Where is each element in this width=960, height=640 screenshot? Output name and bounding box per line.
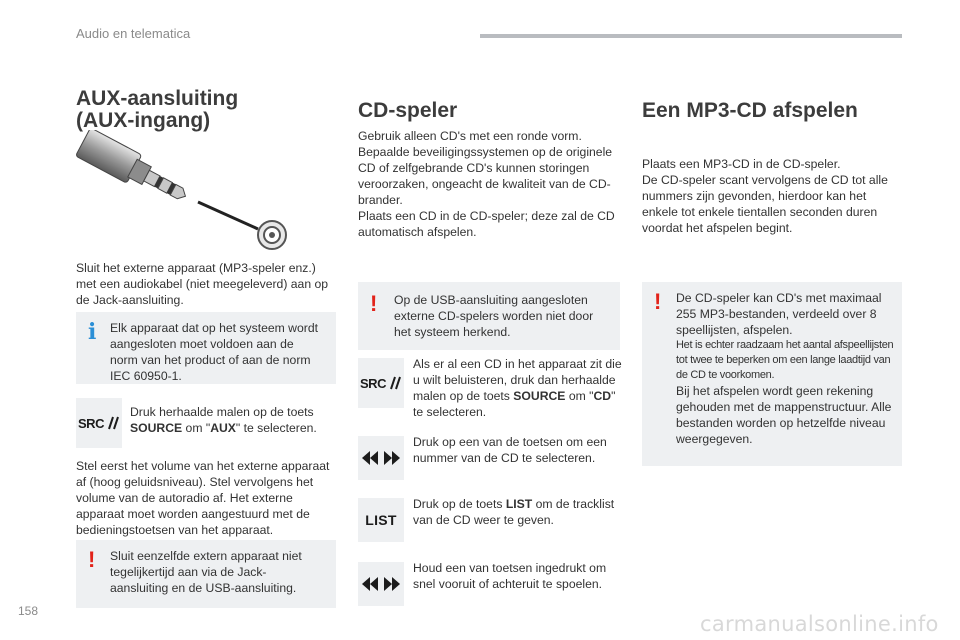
section-header: Audio en telematica xyxy=(76,26,191,41)
cd-seek-keys[interactable] xyxy=(358,562,404,606)
cd-warning-text: Op de USB-aansluiting aangesloten externe CD-spelers worden niet door het systeem herkend. xyxy=(394,293,594,339)
aux-source-key[interactable] xyxy=(76,398,122,448)
cd-skip-keys[interactable] xyxy=(358,436,404,480)
aux-warning-text: Sluit eenzelfde extern apparaat niet tegelijkertijd aan via de Jack-aansluiting en de USB-aansluiting. xyxy=(110,549,302,595)
cd-skip-text: Druk op een van de toetsen om een nummer van de CD te selecteren. xyxy=(413,435,607,465)
cd-list-key[interactable] xyxy=(358,498,404,542)
page-number: 158 xyxy=(18,604,39,618)
warning-icon: ! xyxy=(654,289,662,314)
aux-title-line2: (AUX-ingang) xyxy=(76,109,211,132)
source-key-icon: SRC xyxy=(78,416,120,431)
list-key-icon: LIST xyxy=(365,512,397,528)
cd-source-key[interactable] xyxy=(358,358,404,408)
aux-volume-text: Stel eerst het volume van het externe apparaat af (hoog geluidsniveau). Stel vervolgens het volume van de autoradio af. Het externe apparaat moet worden aangestuurd met de bedieningstoetsen van het apparaat. xyxy=(76,459,330,537)
cd-warning-note xyxy=(358,282,620,350)
aux-info-text: Elk apparaat dat op het systeem wordt aangesloten moet voldoen aan de norm van het product of aan de norm IEC 60950-1. xyxy=(110,321,318,383)
cd-seek-text: Houd een van toetsen ingedrukt om snel vooruit of achteruit te spoelen. xyxy=(413,561,607,591)
info-icon: i xyxy=(88,319,97,345)
header-bar xyxy=(480,34,902,38)
aux-title-line1: AUX-aansluiting xyxy=(76,87,239,110)
mp3-warning-note xyxy=(642,282,902,466)
mp3-warning-part1: De CD-speler kan CD's met maximaal 255 MP3-bestanden, verdeeld over 8 speellijsten, afspelen. xyxy=(676,291,882,337)
cd-column xyxy=(358,99,623,591)
watermark: carmanualsonline.info xyxy=(700,612,939,636)
source-key-icon: SRC xyxy=(360,376,402,391)
aux-intro: Sluit het externe apparaat (MP3-speler enz.) met een audiokabel (niet meegeleverd) aan op de Jack-aansluiting. xyxy=(76,261,329,307)
cd-intro: Gebruik alleen CD's met een ronde vorm. Bepaalde beveiligingssystemen op de originele CD of zelfgebrande CD's kunnen storingen veroorzaken, ongeacht de kwaliteit van de CD-brander. Plaats een CD in de CD-speler; deze zal de CD automatisch afspelen. xyxy=(358,129,615,239)
mp3-title: Een MP3-CD afspelen xyxy=(642,99,858,122)
mp3-warning-part2: Het is echter raadzaam het aantal afspeellijsten tot twee te beperken om een lange laadtijd van de CD te voorkomen. xyxy=(676,339,894,381)
jack-plug-icon xyxy=(76,130,291,255)
slash-marks-icon xyxy=(388,376,402,390)
aux-column xyxy=(76,87,338,595)
prev-next-icon xyxy=(359,449,403,467)
slash-marks-icon xyxy=(106,416,120,430)
aux-warning-note xyxy=(76,540,336,608)
aux-source-text: Druk herhaalde malen op de toets SOURCE om "AUX" te selecteren. xyxy=(130,405,317,435)
mp3-column xyxy=(642,99,904,446)
aux-info-note xyxy=(76,312,336,384)
mp3-warning-part3: Bij het afspelen wordt geen rekening gehouden met de mappenstructuur. Alle bestanden worden op hetzelfde niveau weergegeven. xyxy=(676,384,892,446)
cd-list-text: Druk op de toets LIST om de tracklist van de CD weer te geven. xyxy=(413,497,615,527)
cd-source-text: Als er al een CD in het apparaat zit die u wilt beluisteren, druk dan herhaalde malen op de toets SOURCE om "CD" te selecteren. xyxy=(413,357,622,419)
warning-icon: ! xyxy=(88,547,96,572)
aux-title xyxy=(76,88,338,132)
fast-forward-rewind-icon xyxy=(359,575,403,593)
cd-title: CD-speler xyxy=(358,99,458,122)
warning-icon: ! xyxy=(370,291,378,316)
mp3-intro: Plaats een MP3-CD in de CD-speler. De CD-speler scant vervolgens de CD tot alle nummers zijn gevonden, hierdoor kan het enkele tot enkele tientallen seconden duren voordat het afspelen begint. xyxy=(642,157,888,235)
